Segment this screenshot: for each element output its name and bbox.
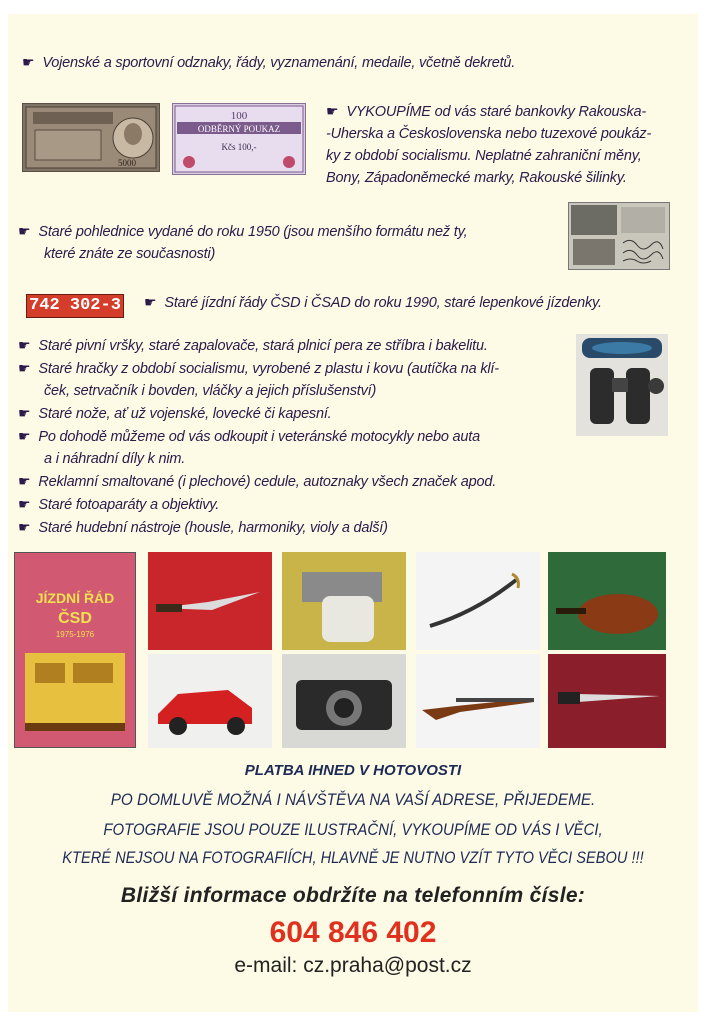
list-item (18, 334, 499, 357)
binoculars-graphic (576, 334, 668, 436)
toy-car-graphic (148, 654, 272, 748)
timetable-book-image (14, 552, 136, 748)
voucher-value: Kčs 100,- (221, 142, 257, 152)
list-item-text: Staré nože, ať už vojenské, lovecké či kapesní. (38, 406, 332, 422)
pointing-hand-icon: ☛ (18, 337, 31, 353)
book-years: 1975-1976 (55, 630, 95, 639)
item-postcards (18, 220, 467, 265)
rifle-photo (416, 654, 540, 748)
camera-photo (282, 654, 406, 748)
list-item (18, 470, 499, 493)
item-timetables (144, 294, 602, 311)
list-item (18, 357, 499, 380)
timetable-book-graphic (15, 553, 135, 747)
book-title-1: JÍZDNÍ ŘÁD (35, 590, 115, 606)
rifle-graphic (416, 654, 540, 748)
pointing-hand-icon: ☛ (18, 405, 31, 421)
voucher-denomination: 100 (230, 110, 248, 122)
list-item-text: Staré hudební nástroje (housle, harmoniky, violy a další) (38, 520, 388, 536)
item-banknotes-line: Bony, Západoněmecké marky, Rakouské šilinky. (326, 170, 627, 186)
item-postcards-line: které znáte ze současnosti) (44, 246, 216, 262)
voucher-title: ODBĚRNÝ POUKAZ (197, 124, 281, 134)
flyer-page (8, 14, 698, 1012)
knife-photo (148, 552, 272, 650)
pointing-hand-icon: ☛ (18, 360, 31, 376)
pointing-hand-icon: ☛ (326, 103, 339, 119)
phone-number[interactable]: 604 846 402 (269, 916, 437, 949)
pointing-hand-icon: ☛ (18, 473, 31, 489)
list-item-text: Po dohodě můžeme od vás odkoupit i veteránské motocykly nebo auta (38, 429, 480, 445)
dagger-graphic (548, 654, 666, 748)
item-banknotes-line: -Uherska a Československa nebo tuzexové poukáz- (326, 126, 652, 142)
list-item (18, 402, 499, 425)
violin-graphic (548, 552, 666, 650)
pointing-hand-icon: ☛ (18, 428, 31, 444)
toy-car-photo (148, 654, 272, 748)
voucher-image (172, 103, 306, 175)
postcard-image (568, 202, 670, 270)
list-item-text: Staré fotoaparáty a objektivy. (38, 497, 220, 513)
list-item-text: Reklamní smaltované (i plechové) cedule, autoznaky všech značek apod. (38, 474, 497, 490)
voucher-graphic (173, 104, 305, 174)
item-badges-text: Vojenské a sportovní odznaky, řády, vyznamenání, medaile, včetně dekretů. (42, 55, 516, 71)
item-banknotes-line: VYKOUPÍME od vás staré bankovky Rakouska- (346, 104, 647, 120)
lighter-photo (282, 552, 406, 650)
list-item-text: Staré pivní vršky, staré zapalovače, stará plnicí pera ze stříbra i bakelitu. (38, 338, 488, 354)
list-item (18, 516, 499, 539)
pointing-hand-icon: ☛ (22, 54, 35, 70)
banknote-graphic (23, 104, 159, 171)
item-postcards-line: Staré pohlednice vydané do roku 1950 (jsou menšího formátu než ty, (38, 224, 468, 240)
banknote-image (22, 103, 160, 172)
list-item (18, 493, 499, 516)
list-item (18, 425, 499, 448)
item-timetables-text: Staré jízdní řády ČSD i ČSAD do roku 1990, staré lepenkové jízdenky. (164, 295, 602, 311)
binoculars-image (576, 334, 668, 436)
sabre-photo (416, 552, 540, 650)
info-text: Bližší informace obdržíte na telefonním čísle: (120, 884, 586, 907)
pointing-hand-icon: ☛ (144, 294, 157, 310)
camera-graphic (282, 654, 406, 748)
items-list (18, 334, 499, 539)
sabre-graphic (416, 552, 540, 650)
pointing-hand-icon: ☛ (18, 223, 31, 239)
item-banknotes-line: ky z období socialismu. Neplatné zahraniční měny, (326, 148, 642, 164)
email-address[interactable]: e-mail: cz.praha@post.cz (234, 954, 472, 977)
photos-note-2: KTERÉ NEJSOU NA FOTOGRAFIÍCH, HLAVNĚ JE NUTNO VZÍT TYTO VĚCI SEBOU !!! (62, 848, 644, 867)
pointing-hand-icon: ☛ (18, 496, 31, 512)
payment-text: PLATBA IHNED V HOTOVOSTI (244, 762, 462, 779)
book-title-2: ČSD (58, 610, 92, 627)
pointing-hand-icon: ☛ (18, 519, 31, 535)
item-banknotes (326, 100, 651, 189)
lighter-graphic (282, 552, 406, 650)
postcard-graphic (569, 203, 669, 269)
item-badges (22, 54, 515, 71)
ticket-number: 742 302-3 (26, 294, 124, 318)
knife-graphic (148, 552, 272, 650)
dagger-photo (548, 654, 666, 748)
photos-note-1: FOTOGRAFIE JSOU POUZE ILUSTRAČNÍ, VYKOUPÍME OD VÁS I VĚCI, (103, 820, 603, 839)
visit-text: PO DOMLUVĚ MOŽNÁ I NÁVŠTĚVA NA VAŠÍ ADRESE, PŘIJEDEME. (110, 790, 596, 809)
banknote-number: 5000 (118, 158, 136, 168)
list-item-text: a i náhradní díly k nim. (44, 451, 186, 467)
violin-photo (548, 552, 666, 650)
list-item-text: ček, setrvačník i bovden, vláčky a jejich příslušenství) (44, 383, 377, 399)
list-item-text: Staré hračky z období socialismu, vyrobené z plastu i kovu (autíčka na klí- (38, 361, 499, 377)
